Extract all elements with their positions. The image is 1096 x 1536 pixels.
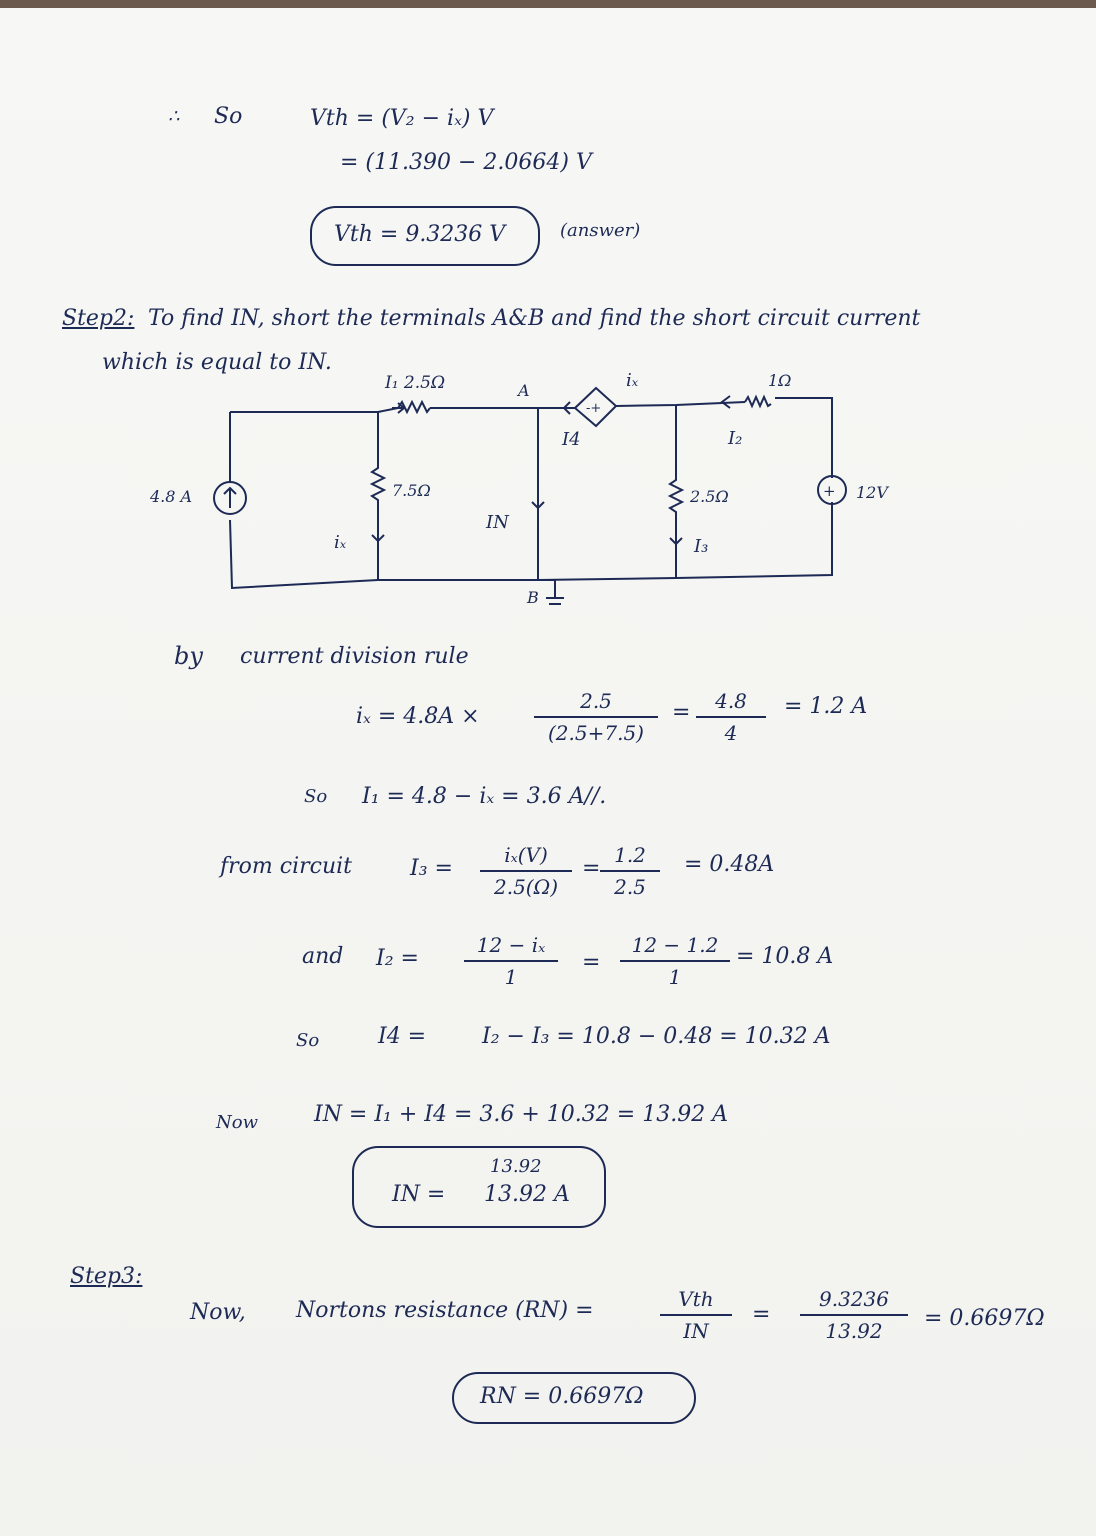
fraction-bar [696, 716, 766, 718]
by-label: by [174, 642, 203, 670]
i2-fraction-2 [620, 932, 730, 990]
ix-equation-lhs: iₓ = 4.8A × [356, 704, 480, 729]
now-label: Now [216, 1112, 258, 1133]
rn-equals: = [752, 1302, 771, 1327]
vth-equation-1: Vth = (V₂ − iₓ) V [310, 106, 494, 131]
rn-fraction-2-denominator: 13.92 [825, 1319, 883, 1343]
so-label-2: So [304, 786, 328, 807]
source-current-label: 4.8 A [150, 487, 193, 506]
equals-sign: = [672, 700, 691, 725]
node-b-label: B [527, 588, 539, 607]
ix-fraction-2-denominator: 4 [724, 721, 738, 745]
dep-source-sign: -+ [586, 401, 602, 416]
i3-fraction-2 [600, 842, 660, 900]
i2-fraction-2-numerator: 12 − 1.2 [631, 933, 719, 957]
ix-label: iₓ [334, 532, 347, 553]
vth-equation-2: = (11.390 − 2.0664) V [340, 150, 592, 175]
i3-fraction-1-denominator: 2.5(Ω) [494, 875, 558, 899]
i1-equation: I₁ = 4.8 − iₓ = 3.6 A//. [362, 784, 607, 809]
rule-label: current division rule [240, 644, 469, 669]
vth-answer: Vth = 9.3236 V [334, 222, 506, 247]
rn-fraction-2 [800, 1286, 908, 1344]
i2-label: I₂ [728, 428, 743, 449]
rn-text: Nortons resistance (RN) = [296, 1298, 594, 1323]
vth-answer-note: (answer) [560, 220, 641, 241]
in-answer-label: IN = [392, 1182, 446, 1207]
rn-fraction-1 [660, 1286, 732, 1344]
rn-fraction-2-numerator: 9.3236 [819, 1287, 889, 1311]
i3-fraction-2-denominator: 2.5 [614, 875, 646, 899]
fraction-bar [800, 1314, 908, 1316]
dep-source-label: iₓ [626, 370, 639, 391]
so-label: So [214, 104, 243, 129]
i2-lhs: I₂ = [376, 946, 419, 971]
rn-answer: RN = 0.6697Ω [480, 1384, 644, 1409]
step2-heading: Step2: [62, 306, 135, 331]
fraction-bar [620, 960, 730, 962]
step3-heading: Step3: [70, 1264, 143, 1289]
fraction-bar [480, 870, 572, 872]
i3-result: = 0.48A [684, 852, 775, 877]
voltage-source-sign: + [823, 482, 836, 500]
ix-result: = 1.2 A [784, 694, 868, 719]
equals-sign: = [582, 950, 601, 975]
i2-fraction-2-denominator: 1 [668, 965, 682, 989]
norton-circuit-diagram [0, 0, 1096, 620]
fraction-bar [464, 960, 558, 962]
fraction-bar [660, 1314, 732, 1316]
r4-label: 2.5Ω [690, 487, 729, 506]
i3-fraction-1 [480, 842, 572, 900]
i2-fraction-1-denominator: 1 [504, 965, 518, 989]
therefore-symbol: ∴ [168, 106, 180, 127]
fraction-bar [600, 870, 660, 872]
i4-rhs: I₂ − I₃ = 10.8 − 0.48 = 10.32 A [482, 1024, 831, 1049]
i2-fraction-1-numerator: 12 − iₓ [476, 933, 546, 957]
step2-text-line2: which is equal to IN. [102, 350, 332, 375]
from-circuit-label: from circuit [220, 854, 352, 879]
ix-fraction-denominator: (2.5+7.5) [548, 721, 644, 745]
rn-fraction-1-numerator: Vth [678, 1287, 714, 1311]
now-label-2: Now, [190, 1300, 246, 1325]
rn-result: = 0.6697Ω [924, 1306, 1045, 1331]
equals-sign: = [582, 856, 601, 881]
so-label-3: So [296, 1030, 320, 1051]
in-equation: IN = I₁ + I4 = 3.6 + 10.32 = 13.92 A [314, 1102, 729, 1127]
i2-result: = 10.8 A [736, 944, 834, 969]
and-label: and [302, 944, 344, 969]
in-answer-value-top: 13.92 [490, 1156, 542, 1177]
i4-lhs: I4 = [378, 1024, 427, 1049]
i3-fraction-2-numerator: 1.2 [614, 843, 646, 867]
in-label: IN [486, 512, 509, 533]
ix-fraction [534, 688, 658, 746]
fraction-bar [534, 716, 658, 718]
ix-fraction-2 [696, 688, 766, 746]
i2-fraction-1 [464, 932, 558, 990]
ix-fraction-numerator: 2.5 [580, 689, 612, 713]
i4-label: I4 [562, 429, 581, 450]
voltage-source-label: 12V [856, 483, 888, 502]
i3-label: I₃ [694, 536, 709, 557]
in-answer-value: 13.92 A [484, 1182, 570, 1207]
step2-text-line1: To find IN, short the terminals A&B and find the short circuit current [148, 306, 921, 331]
node-a-label: A [518, 381, 530, 400]
r1-label: I₁ 2.5Ω [385, 373, 446, 393]
i3-fraction-1-numerator: iₓ(V) [504, 843, 548, 867]
rn-fraction-1-denominator: IN [683, 1319, 709, 1343]
ix-fraction-2-numerator: 4.8 [715, 689, 747, 713]
r2-label: 7.5Ω [392, 481, 431, 500]
i3-lhs: I₃ = [410, 856, 453, 881]
r3-label: 1Ω [768, 371, 792, 390]
